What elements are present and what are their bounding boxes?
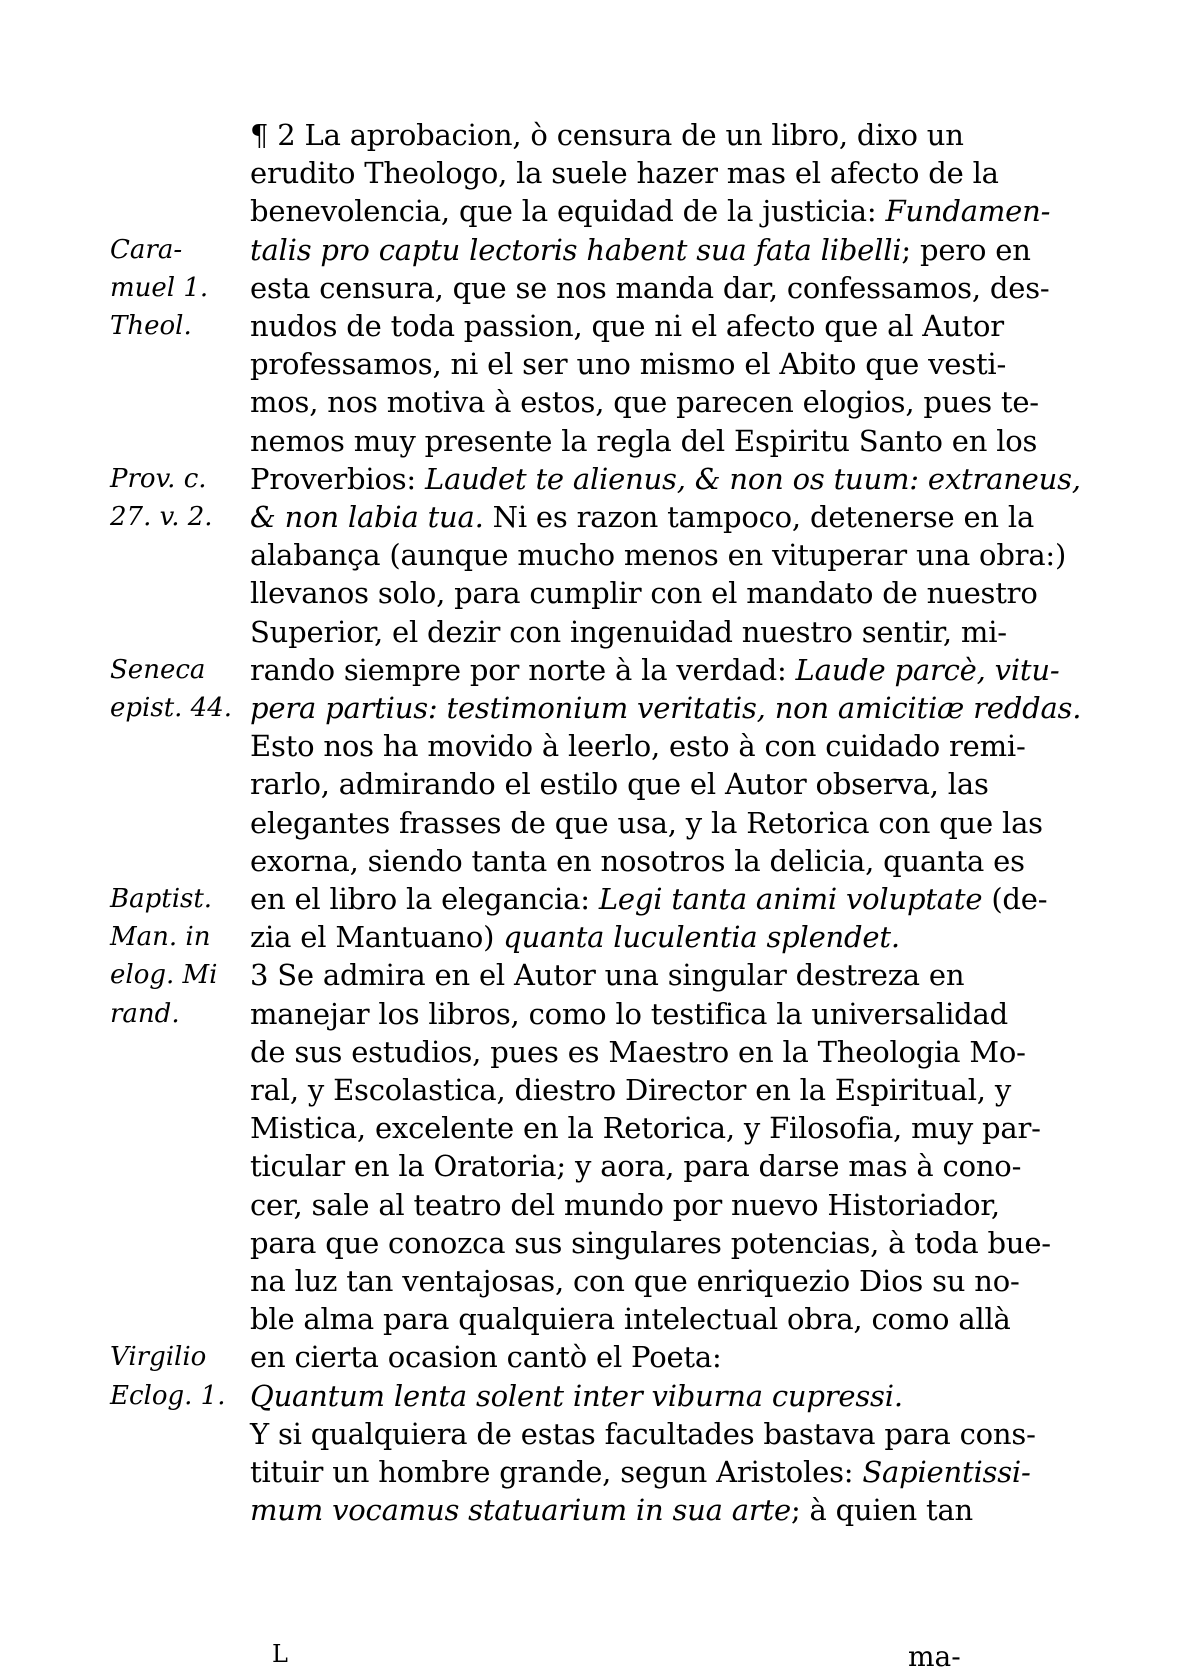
line-text: elegantes frasses de que usa, y la Retorica con que las xyxy=(250,805,1043,840)
latin-quote: Laude parcè, vitu- xyxy=(795,652,1060,687)
text-line xyxy=(250,1224,1051,1262)
text-line xyxy=(250,1491,973,1529)
text-line xyxy=(250,1071,1010,1109)
line-text: tituir un hombre grande, segun Aristoles: xyxy=(250,1455,863,1489)
line-text: ral, y Escolastica, diestro Director en la Espiritual, y xyxy=(250,1073,1012,1107)
line-text: Esto nos ha movido à leerlo, esto à con cuidado remi- xyxy=(250,729,1026,764)
margin-note: elog. Mi xyxy=(110,960,218,991)
line-text: nudos de toda passion, que ni el afecto que al Autor xyxy=(250,309,1004,343)
text-line xyxy=(250,383,1039,421)
margin-note: Seneca xyxy=(110,654,206,685)
margin-note: Baptist. xyxy=(110,884,213,914)
line-text: de sus estudios, pues es Maestro en la Theologia Mo- xyxy=(250,1034,1026,1069)
text-line xyxy=(250,307,1010,345)
text-line xyxy=(250,1262,1020,1300)
line-text: professamos, ni el ser uno mismo el Abito que vesti- xyxy=(250,347,1007,382)
line-text: Mistica, excelente en la Retorica, y Filosofia, muy par- xyxy=(250,1111,1041,1146)
text-line xyxy=(250,918,1010,956)
line-text: ble alma para qualquiera intelectual obra, como allà xyxy=(250,1302,1011,1337)
text-line xyxy=(250,1033,1026,1071)
line-text: 3 Se admira en el Autor una singular destreza en xyxy=(250,958,965,993)
margin-note: Cara- xyxy=(110,234,183,265)
text-line xyxy=(250,1109,1041,1147)
text-line xyxy=(250,231,1031,269)
line-text: erudito Theologo, la suele hazer mas el afecto de la xyxy=(250,156,999,191)
text-line xyxy=(250,956,1010,994)
margin-note: Man. in xyxy=(110,922,211,953)
text-line xyxy=(250,536,1067,574)
line-text: ¶ 2 La aprobacion, ò censura de un libro, dixo un xyxy=(250,118,964,152)
text-line xyxy=(250,765,1010,803)
margin-note: Theol. xyxy=(110,311,192,341)
line-text: ; à quien tan xyxy=(790,1493,974,1528)
line-text: nemos muy presente la regla del Espiritu Santo en los xyxy=(250,423,1038,458)
text-line xyxy=(250,651,1060,689)
text-line xyxy=(250,460,1081,498)
text-line xyxy=(250,154,1010,192)
line-text: rando siempre por norte à la verdad: xyxy=(250,652,796,687)
text-line xyxy=(250,1453,1031,1491)
text-line xyxy=(250,1415,1036,1453)
line-text: rarlo, admirando el estilo que el Autor observa, las xyxy=(250,767,989,802)
catchword: ma- xyxy=(908,1640,961,1673)
margin-note: Eclog. 1. xyxy=(110,1380,226,1411)
line-text: Superior, el dezir con ingenuidad nuestro sentir, mi- xyxy=(250,614,1007,649)
latin-quote: Legi tanta animi voluptate xyxy=(598,882,983,916)
line-text: alabança (aunque mucho menos en vituperar una obra:) xyxy=(250,538,1067,573)
text-line xyxy=(250,1300,1010,1338)
text-line xyxy=(250,1377,1010,1415)
line-text: benevolencia, que la equidad de la justicia: xyxy=(250,194,886,229)
margin-note: Prov. c. xyxy=(110,463,207,494)
latin-quote: mum vocamus statuarium in sua arte xyxy=(250,1493,791,1528)
latin-quote: quanta luculentia splendet. xyxy=(503,920,900,955)
text-line xyxy=(250,498,1035,536)
margin-note: 27. v. 2. xyxy=(110,502,213,532)
line-text: ticular en la Oratoria; y aora, para darse mas à cono- xyxy=(250,1149,1022,1184)
text-line xyxy=(250,995,1010,1033)
text-line xyxy=(250,804,1043,842)
text-line xyxy=(250,192,1051,230)
text-line xyxy=(250,613,1010,651)
text-line xyxy=(250,689,1082,727)
latin-quote: Sapientissi- xyxy=(862,1455,1031,1489)
text-line xyxy=(250,574,1038,612)
line-text: llevanos solo, para cumplir con el mandato de nuestro xyxy=(250,576,1038,611)
line-text: Proverbios: xyxy=(250,461,426,496)
text-line xyxy=(250,1338,1010,1376)
margin-note: epist. 44. xyxy=(110,693,233,723)
line-text: ; pero en xyxy=(901,232,1031,267)
line-text: en el libro la elegancia: xyxy=(250,882,599,916)
margin-note: Virgilio xyxy=(110,1342,207,1373)
line-text: exorna, siendo tanta en nosotros la delicia, quanta es xyxy=(250,843,1025,878)
text-line xyxy=(250,269,1050,307)
line-text: esta censura, que se nos manda dar, confessamos, des- xyxy=(250,270,1050,305)
latin-quote: Laudet te alienus, & non os tuum: extraneus, xyxy=(425,461,1081,496)
latin-quote: Quantum lenta solent inter viburna cupressi. xyxy=(250,1378,903,1413)
text-line xyxy=(250,880,1048,918)
line-text: (de- xyxy=(982,882,1048,916)
text-line xyxy=(250,727,1026,765)
latin-quote: pera partius: testimonium veritatis, non amicitiæ reddas. xyxy=(250,691,1082,725)
text-line xyxy=(250,1186,1010,1224)
line-text: na luz tan ventajosas, con que enriquezio Dios su no- xyxy=(250,1264,1020,1298)
line-text: manejar los libros, como lo testifica la universalidad xyxy=(250,996,1008,1031)
text-line xyxy=(250,842,1025,880)
signature-mark: L xyxy=(272,1640,288,1668)
margin-note: muel 1. xyxy=(110,272,209,303)
text-line xyxy=(250,116,1010,154)
text-line xyxy=(250,1147,1022,1185)
text-line xyxy=(250,422,1038,460)
latin-quote: Fundamen- xyxy=(885,194,1051,229)
line-text: Ni es razon tampoco, detenerse en la xyxy=(483,500,1035,534)
line-text: Y si qualquiera de estas facultades bastava para cons- xyxy=(250,1416,1036,1451)
line-text: zia el Mantuano) xyxy=(250,920,504,955)
line-text: mos, nos motiva à estos, que parecen elogios, pues te- xyxy=(250,385,1039,420)
latin-quote: talis pro captu lectoris habent sua fata libelli xyxy=(250,232,902,267)
line-text: en cierta ocasion cantò el Poeta: xyxy=(250,1340,722,1375)
text-line xyxy=(250,345,1010,383)
latin-quote: & non labia tua. xyxy=(250,500,484,534)
margin-note: rand. xyxy=(110,998,180,1029)
line-text: para que conozca sus singulares potencias, à toda bue- xyxy=(250,1225,1051,1260)
line-text: cer, sale al teatro del mundo por nuevo Historiador, xyxy=(250,1187,1000,1222)
